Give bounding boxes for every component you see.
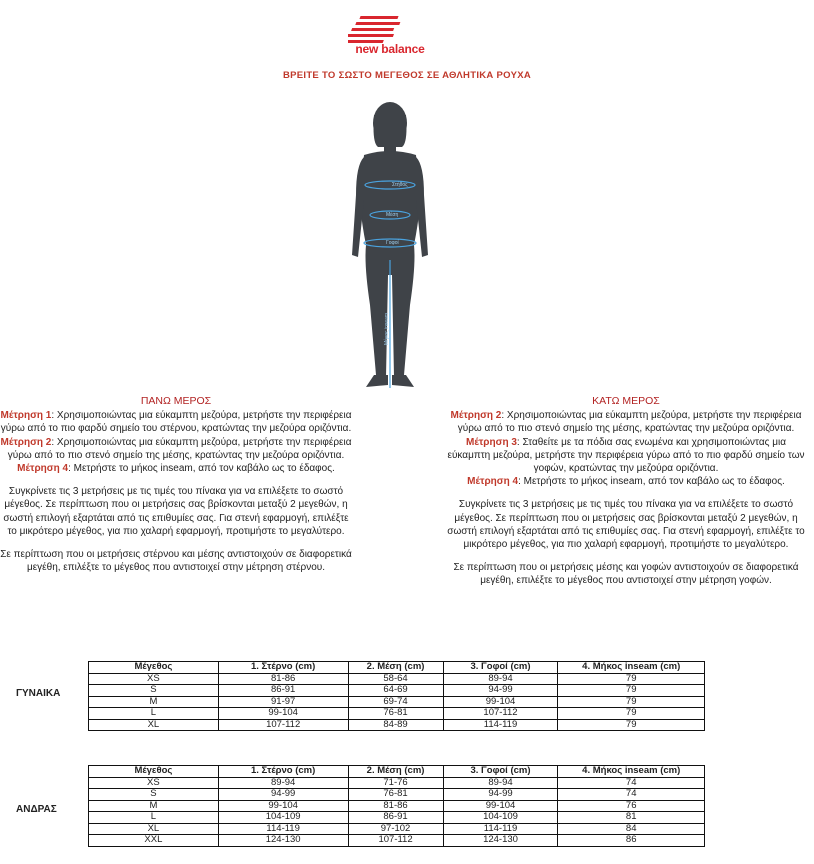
header-chest: 1. Στέρνο (cm)	[218, 766, 348, 778]
upper-measurement-1: Μέτρηση 1: Χρησιμοποιώντας μια εύκαμπτη μεζούρα, μετρήστε την περιφέρεια γύρω από το πιο φαρδύ σημείο του στέρνου, κρατώντας την μεζούρα οριζόντια.	[0, 410, 352, 435]
waist-figure-label: Μέση	[386, 212, 399, 218]
header-waist: 2. Μέση (cm)	[348, 662, 443, 674]
header-chest: 1. Στέρνο (cm)	[218, 662, 348, 674]
table-row: XXL 124-130 107-112 124-130 86	[89, 835, 705, 847]
upper-measurement-4: Μέτρηση 4: Μετρήστε το μήκος inseam, από τον καβάλο ως το έδαφος.	[17, 463, 335, 475]
lower-measurement-3: Μέτρηση 3: Σταθείτε με τα πόδια σας ενωμένα και χρησιμοποιώντας μια εύκαμπτη μεζούρα, μετρήστε την περιφέρεια γύρω από το πιο φαρδύ σημείο των γοφών, κρατώντας την μεζούρα οριζόντια.	[447, 436, 805, 475]
hips-figure-label: Γοφοί	[386, 240, 399, 246]
table-row: L 99-104 76-81 107-112 79	[89, 708, 705, 720]
table-header-row	[89, 662, 705, 674]
table-row: M 99-104 81-86 99-104 76	[89, 800, 705, 812]
women-label: ΓΥΝΑΙΚΑ	[16, 688, 61, 699]
chest-figure-label: Στήθος	[392, 182, 408, 188]
lower-body-instructions	[446, 395, 806, 588]
header-size: Μέγεθος	[89, 766, 219, 778]
header-waist: 2. Μέση (cm)	[348, 766, 443, 778]
women-size-table	[88, 661, 705, 731]
table-row: L 104-109 86-91 104-109 81	[89, 812, 705, 824]
header-inseam: 4. Μήκος inseam (cm)	[558, 662, 705, 674]
men-size-table	[88, 765, 705, 847]
upper-note-text: Σε περίπτωση που οι μετρήσεις στέρνου και μέσης αντιστοιχούν σε διαφορετικά μεγέθη, επιλέξτε το μέγεθος που αντιστοιχεί στην μέτρηση στέρνου.	[0, 549, 352, 574]
header-hips: 3. Γοφοί (cm)	[443, 766, 558, 778]
lower-note-text: Σε περίπτωση που οι μετρήσεις μέσης και γοφών αντιστοιχούν σε διαφορετικά μεγέθη, επιλέξτε το μέγεθος που αντιστοιχεί στην μέτρηση γοφών.	[453, 562, 799, 587]
brand-name: new balance	[355, 42, 425, 56]
upper-body-instructions	[0, 395, 352, 574]
upper-heading: ΠΑΝΩ ΜΕΡΟΣ	[140, 395, 212, 407]
table-row: XL 114-119 97-102 114-119 84	[89, 823, 705, 835]
page-title: ΒΡΕΙΤΕ ΤΟ ΣΩΣΤΟ ΜΕΓΕΘΟΣ ΣΕ ΑΘΛΗΤΙΚΑ ΡΟΥΧΑ	[282, 70, 532, 81]
table-header-row	[89, 766, 705, 778]
lower-compare-text: Συγκρίνετε τις 3 μετρήσεις με τις τιμές του πίνακα για να επιλέξετε το σωστό μέγεθος. Σε περίπτωση που οι μετρήσεις σας βρίσκονται μεταξύ 2 μεγεθών, η σωστή επιλογή εξαρτάται από τις επιθυμίες σας. Για στενή εφαρμογή, επιλέξτε το μικρότερο μέγεθος, για πιο χαλαρή εφαρμογή, προτιμήστε το μεγαλύτερο.	[447, 499, 805, 551]
upper-compare-text: Συγκρίνετε τις 3 μετρήσεις με τις τιμές του πίνακα για να επιλέξετε το σωστό μέγεθος. Σε περίπτωση που οι μετρήσεις σας βρίσκονται μεταξύ 2 μεγεθών, η σωστή επιλογή εξαρτάται από τις επιθυμίες σας. Για στενή εφαρμογή, επιλέξτε το μικρότερο μέγεθος, για πιο χαλαρή εφαρμογή, προτιμήστε το μεγαλύτερο.	[3, 486, 349, 537]
table-row: S 86-91 64-69 94-99 79	[89, 685, 705, 697]
lower-measurement-4: Μέτρηση 4: Μετρήστε το μήκος inseam, από τον καβάλο ως το έδαφος.	[467, 476, 785, 488]
body-silhouette-figure	[330, 95, 450, 395]
header-size: Μέγεθος	[89, 662, 219, 674]
table-row: S 94-99 76-81 94-99 74	[89, 789, 705, 801]
header-inseam: 4. Μήκος inseam (cm)	[558, 766, 705, 778]
upper-measurement-2: Μέτρηση 2: Χρησιμοποιώντας μια εύκαμπτη μεζούρα, μετρήστε την περιφέρεια γύρω από το πιο στενό σημείο της μέσης, κρατώντας την μεζούρα οριζόντια.	[0, 436, 352, 461]
lower-heading: ΚΑΤΩ ΜΕΡΟΣ	[592, 395, 660, 407]
table-row: XS 81-86 58-64 89-94 79	[89, 673, 705, 685]
table-row: M 91-97 69-74 99-104 79	[89, 696, 705, 708]
men-label: ΑΝΔΡΑΣ	[16, 804, 57, 815]
header-hips: 3. Γοφοί (cm)	[443, 662, 558, 674]
lower-measurement-2: Μέτρηση 2: Χρησιμοποιώντας μια εύκαμπτη μεζούρα, μετρήστε την περιφέρεια γύρω από το πιο στενό σημείο της μέσης, κρατώντας την μεζούρα οριζόντια.	[450, 410, 802, 435]
inseam-figure-label: Μήκος inseam	[384, 312, 390, 345]
table-row: XL 107-112 84-89 114-119 79	[89, 719, 705, 731]
table-row: XS 89-94 71-76 89-94 74	[89, 777, 705, 789]
